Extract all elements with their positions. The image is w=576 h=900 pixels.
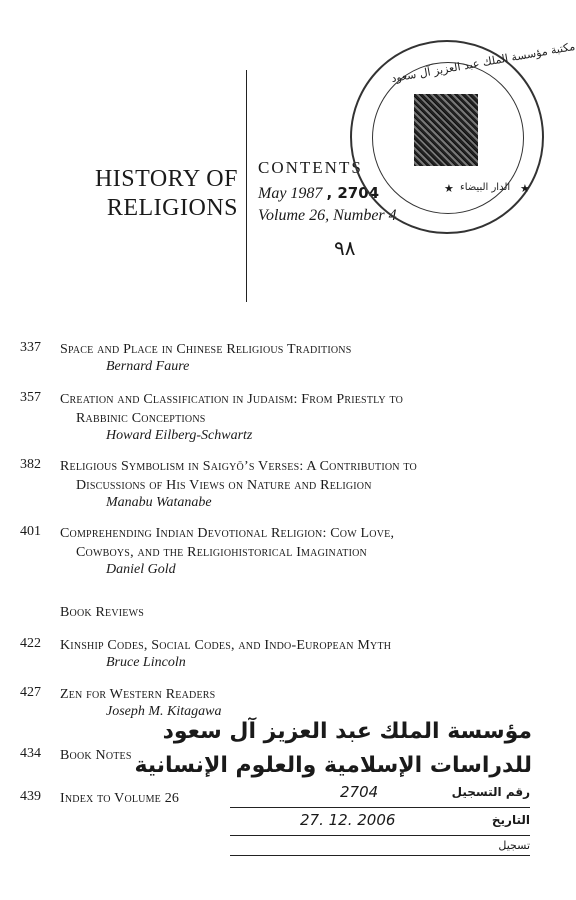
journal-title-line1: HISTORY OF — [94, 166, 238, 192]
toc-title: Zen for Western Readers — [60, 687, 216, 702]
issue-date: May 1987 — [258, 185, 323, 202]
registration-number-label: رقم التسجيل — [451, 785, 530, 799]
toc-title: Religious Symbolism in Saigyō’s Verses: A Contribution to Discussions of His Views on Nature and Religion — [60, 459, 417, 493]
toc-title: Kinship Codes, Social Codes, and Indo-European Myth — [60, 638, 392, 653]
toc-author: Bruce Lincoln — [106, 655, 186, 670]
toc-page-number: 439 — [20, 789, 41, 804]
library-stamp — [350, 39, 576, 234]
toc-author: Manabu Watanabe — [106, 495, 212, 510]
stamp-foundation-name: مؤسسة الملك عبد العزيز آل سعود — [162, 719, 532, 744]
toc-title: Space and Place in Chinese Religious Traditions — [60, 342, 352, 357]
registration-date-label: التاريخ — [491, 813, 530, 827]
registration-date: 27. 12. 2006 — [300, 811, 396, 829]
stamp-foundation-subtitle: للدراسات الإسلامية والعلوم الإنسانية — [134, 753, 532, 778]
registration-stamp — [134, 715, 540, 865]
journal-title-line2: RELIGIONS — [106, 195, 238, 221]
toc-author: Joseph M. Kitagawa — [106, 704, 222, 719]
handwritten-number: , 2704 — [326, 184, 380, 202]
toc-page-number: 434 — [20, 746, 41, 761]
contents-label: CONTENTS — [258, 158, 363, 177]
toc-author: Daniel Gold — [106, 562, 176, 577]
toc-page-number: 357 — [20, 390, 41, 405]
issue-volume: Volume 26, Number 4 — [258, 207, 397, 224]
toc-title: Book Notes — [60, 748, 132, 763]
stamp-emblem-icon — [414, 94, 478, 166]
book-reviews-heading: Book Reviews — [60, 605, 145, 620]
toc-title: Index to Volume 26 — [60, 791, 180, 806]
toc-page-number: 427 — [20, 685, 41, 700]
header-divider — [246, 70, 247, 302]
toc-page-number: 422 — [20, 636, 41, 651]
toc-page-number: 401 — [20, 524, 41, 539]
registration-number: 2704 — [340, 783, 379, 801]
toc-title: Creation and Classification in Judaism: From Priestly to Rabbinic Conceptions — [60, 392, 404, 426]
toc-page-number: 337 — [20, 340, 41, 355]
star-icon: ★ — [444, 183, 454, 195]
signature-label: تسجيل — [498, 839, 530, 852]
signature-line — [230, 855, 530, 856]
registration-number-row — [230, 785, 530, 808]
stamp-arc-text: مكتبة مؤسسة الملك عبد العزيز آل سعود — [390, 39, 576, 86]
toc-author: Howard Eilberg-Schwartz — [106, 428, 253, 443]
toc-page-number: 382 — [20, 457, 41, 472]
registration-date-row — [230, 813, 530, 836]
stamp-bottom-text: الدار البيضاء — [460, 182, 511, 193]
handwritten-small: ٩٨ — [334, 236, 356, 260]
journal-title — [60, 165, 238, 223]
toc-author: Bernard Faure — [106, 359, 190, 374]
issue-date-line — [258, 184, 379, 203]
toc-title: Comprehending Indian Devotional Religion: Cow Love, Cowboys, and the Religiohistorical Imagination — [60, 526, 395, 560]
star-icon: ★ — [520, 183, 530, 195]
